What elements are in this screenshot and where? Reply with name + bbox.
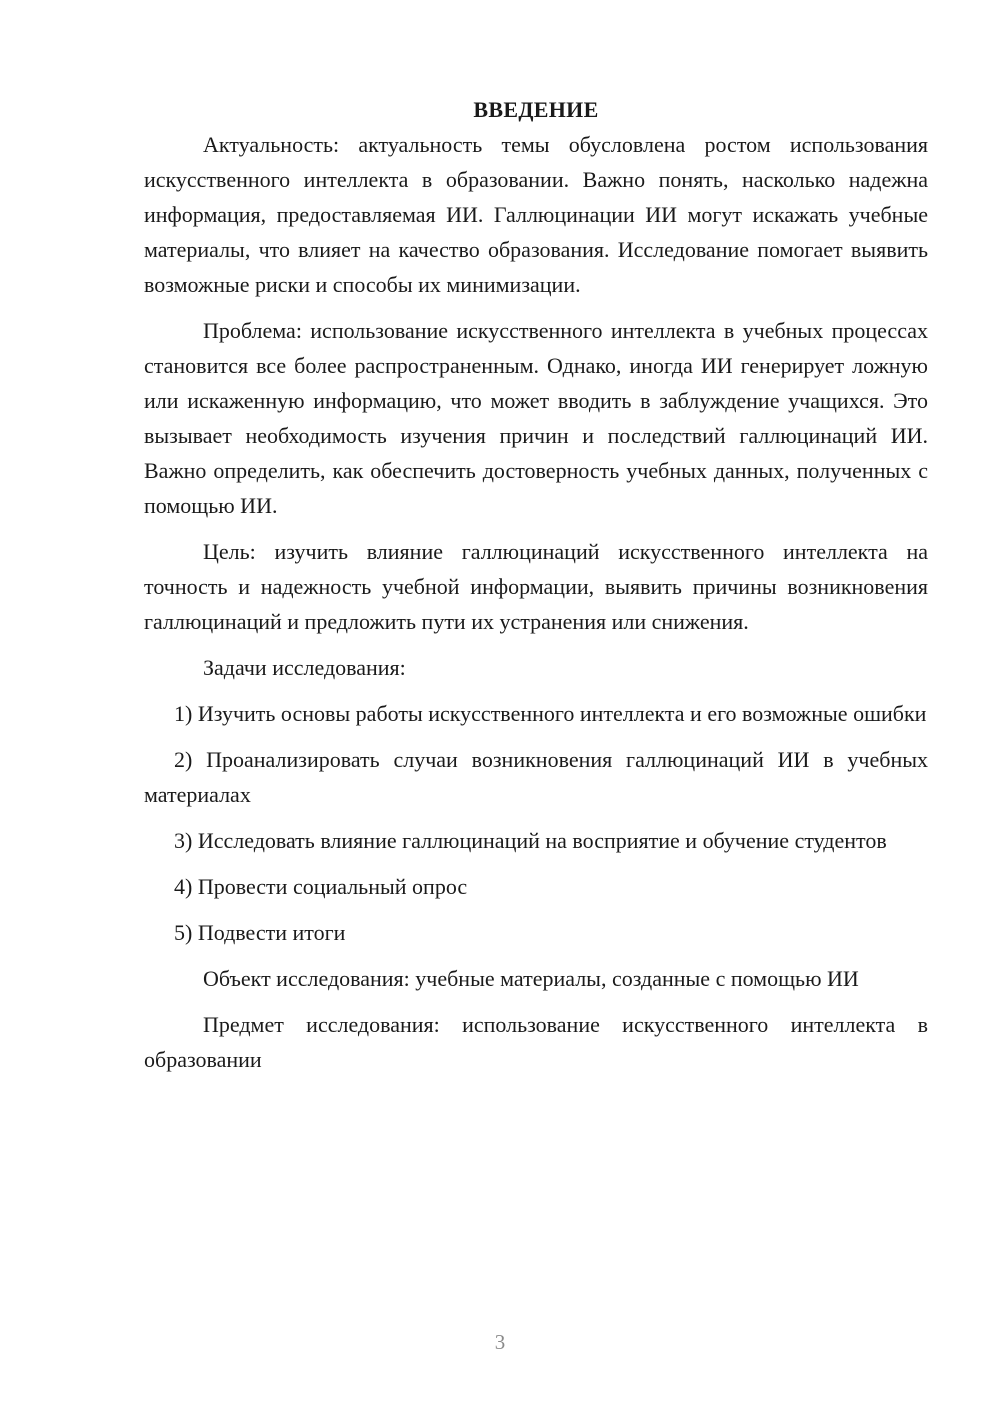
task-item: 3) Исследовать влияние галлюцинаций на восприятие и обучение студентов — [174, 828, 887, 853]
tasks-heading: Задачи исследования: — [203, 655, 406, 680]
paragraph-subject: Предмет исследования: использование искусственного интеллекта в образовании — [144, 1012, 928, 1072]
page-number: 3 — [494, 1330, 506, 1354]
paragraph-goal: Цель: изучить влияние галлюцинаций искусственного интеллекта на точность и надежность учебной информации, выявить причины возникновения галлюцинаций и предложить пути их устранения или снижения. — [144, 539, 928, 634]
task-item: 2) Проанализировать случаи возникновения галлюцинаций ИИ в учебных материалах — [144, 747, 928, 807]
task-item: 1) Изучить основы работы искусственного интеллекта и его возможные ошибки — [174, 701, 927, 726]
paragraph-object: Объект исследования: учебные материалы, созданные с помощью ИИ — [203, 966, 859, 991]
paragraph-problem: Проблема: использование искусственного интеллекта в учебных процессах становится все более распространенным. Однако, иногда ИИ генерирует ложную или искаженную информацию, что может вводить в заблуждение учащихся. Это вызывает необходимость изучения причин и последствий галлюцинаций ИИ. Важно определить, как обеспечить достоверность учебных данных, полученных с помощью ИИ. — [144, 318, 928, 518]
section-title: ВВЕДЕНИЕ — [473, 97, 599, 122]
paragraph-relevance: Актуальность: актуальность темы обусловлена ростом использования искусственного интеллекта в образовании. Важно понять, насколько надежна информация, предоставляемая ИИ. Галлюцинации ИИ могут искажать учебные материалы, что влияет на качество образования. Исследование помогает выявить возможные риски и способы их минимизации. — [144, 132, 928, 297]
task-item: 5) Подвести итоги — [174, 920, 346, 945]
task-item: 4) Провести социальный опрос — [174, 874, 468, 899]
document-page — [144, 92, 928, 1088]
